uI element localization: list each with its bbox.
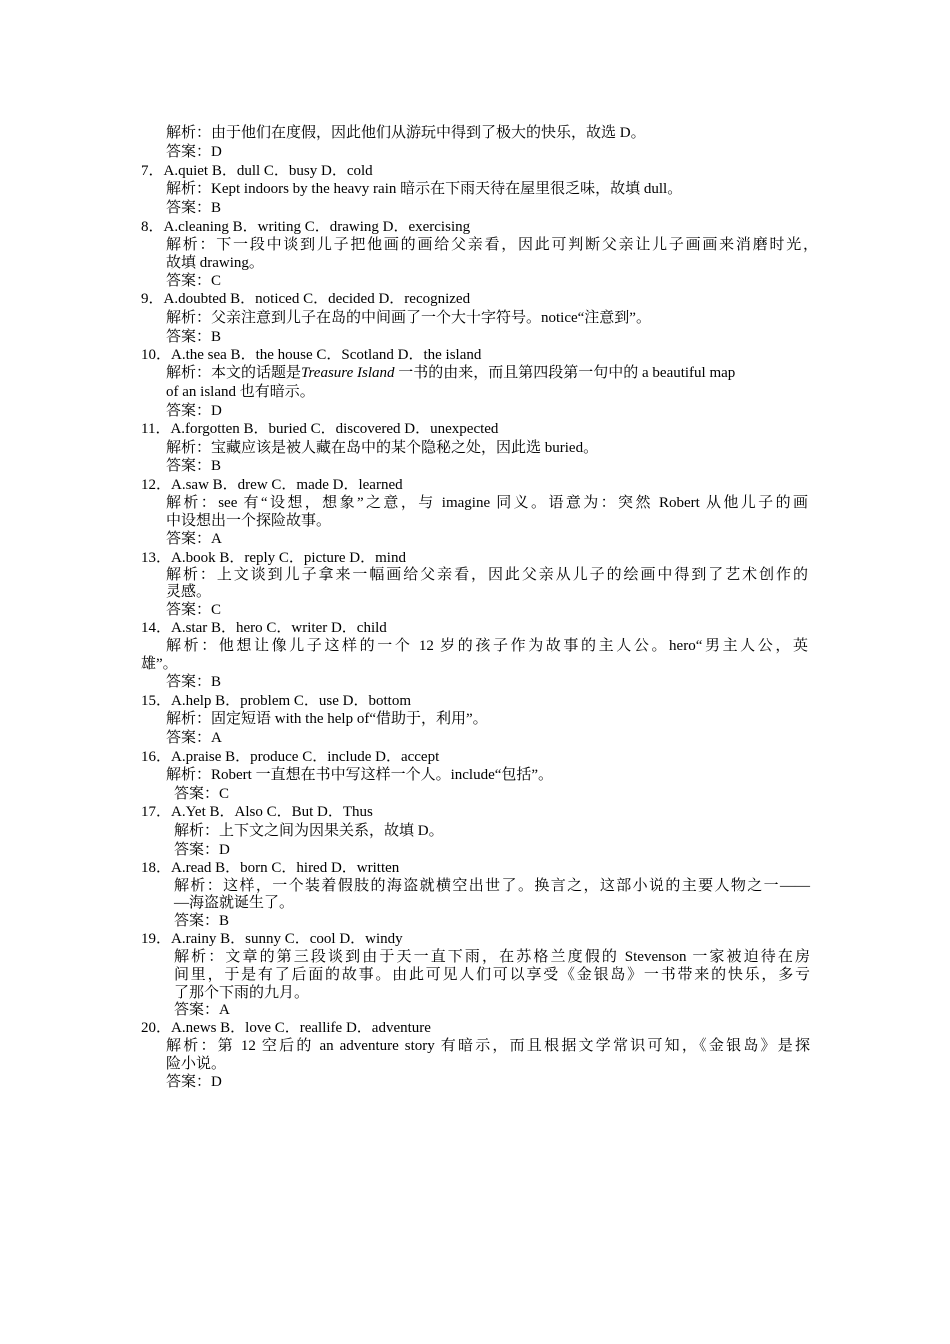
text-line: 解析：第 12 空后的 an adventure story 有暗示，而且根据文学常识可知，《金银岛》是探	[166, 1038, 810, 1054]
text-line: 解析：宝藏应该是被人藏在岛中的某个隐秘之处，因此选 buried。	[166, 440, 599, 456]
text-line: 16．A.praise B．produce C．include D．accept	[141, 749, 440, 765]
text-line: of an island 也有暗示。	[166, 384, 315, 400]
text-line: 解析：这样，一个装着假肢的海盗就横空出世了。换言之，这部小说的主要人物之一——	[174, 878, 810, 894]
text-line: 解析：固定短语 with the help of“借助于，利用”。	[166, 711, 488, 727]
text-span: 解析：本文的话题是	[166, 365, 302, 381]
text-line: 解析：上文谈到儿子拿来一幅画给父亲看，因此父亲从儿子的绘画中得到了艺术创作的	[166, 567, 808, 583]
text-line: 12．A.saw B．drew C．made D．learned	[141, 477, 403, 493]
text-line: 11．A.forgotten B．buried C．discovered D．unexpected	[141, 421, 499, 437]
text-line: 17．A.Yet B．Also C．But D．Thus	[141, 804, 373, 820]
text-line: 13．A.book B．reply C．picture D．mind	[141, 550, 406, 566]
text-line: 了那个下雨的九月。	[174, 985, 310, 1001]
text-line: 解析：下一段中谈到儿子把他画的画给父亲看，因此可判断父亲让儿子画画来消磨时光，	[166, 237, 818, 253]
text-line: 答案：B	[166, 200, 222, 216]
text-line: 8．A.cleaning B．writing C．drawing D．exercising	[141, 219, 471, 235]
text-line: 答案：D	[174, 842, 230, 858]
text-line: 险小说。	[166, 1056, 227, 1072]
text-line: —海盗就诞生了。	[174, 895, 295, 911]
text-line: 答案：C	[166, 602, 222, 618]
text-line: 答案：A	[166, 531, 222, 547]
text-line: 15．A.help B．problem C．use D．bottom	[141, 693, 411, 709]
text-line: 灵感。	[166, 584, 212, 600]
text-line: 解析：Kept indoors by the heavy rain 暗示在下雨天待在屋里很乏味，故填 dull。	[166, 181, 683, 197]
text-line: 9．A.doubted B．noticed C．decided D．recognized	[141, 291, 471, 307]
text-line	[166, 364, 735, 382]
text-line: 解析：由于他们在度假，因此他们从游玩中得到了极大的快乐，故选 D。	[166, 125, 646, 141]
text-line: 答案：D	[166, 403, 222, 419]
text-line: 答案：C	[166, 273, 222, 289]
text-line: 14．A.star B．hero C．writer D．child	[141, 620, 387, 636]
text-line: 答案：D	[166, 144, 222, 160]
text-line: 18．A.read B．born C．hired D．written	[141, 860, 400, 876]
text-line: 故填 drawing。	[166, 255, 264, 271]
text-line: 答案：B	[166, 329, 222, 345]
text-line: 答案：C	[174, 786, 230, 802]
text-line: 解析：Robert 一直想在书中写这样一个人。include“包括”。	[166, 767, 554, 783]
text-line: 答案：A	[174, 1002, 230, 1018]
text-line: 解析：文章的第三段谈到由于天一直下雨，在苏格兰度假的 Stevenson 一家被迫待在房	[174, 949, 810, 965]
text-span: 一书的由来，而且第四段第一句中的 a beautiful map	[398, 365, 736, 381]
text-line: 答案：A	[166, 730, 222, 746]
text-line: 答案：B	[174, 913, 230, 929]
text-line: 答案：B	[166, 458, 222, 474]
text-line: 20．A.news B．love C．reallife D．adventure	[141, 1020, 431, 1036]
text-line: 间里，于是有了后面的故事。由此可见人们可以享受《金银岛》一书带来的快乐，多亏	[174, 967, 810, 983]
book-title: Treasure Island	[301, 365, 395, 381]
text-line: 7．A.quiet B．dull C．busy D．cold	[141, 163, 373, 179]
text-line: 解析：上下文之间为因果关系，故填 D。	[174, 823, 444, 839]
text-line: 解析：父亲注意到儿子在岛的中间画了一个大十字符号。notice“注意到”。	[166, 310, 651, 326]
text-line: 答案：B	[166, 674, 222, 690]
text-line: 10．A.the sea B．the house C．Scotland D．the island	[141, 347, 482, 363]
text-line: 19．A.rainy B．sunny C．cool D．windy	[141, 931, 403, 947]
text-line: 解析：see 有“设想，想象”之意，与 imagine 同义。语意为：突然 Robert 从他儿子的画	[166, 495, 808, 511]
text-line: 答案：D	[166, 1074, 222, 1090]
text-line: 雄”。	[141, 656, 178, 672]
text-line: 中设想出一个探险故事。	[166, 513, 332, 529]
text-line: 解析：他想让像儿子这样的一个 12 岁的孩子作为故事的主人公。hero“男主人公，英	[166, 638, 808, 654]
